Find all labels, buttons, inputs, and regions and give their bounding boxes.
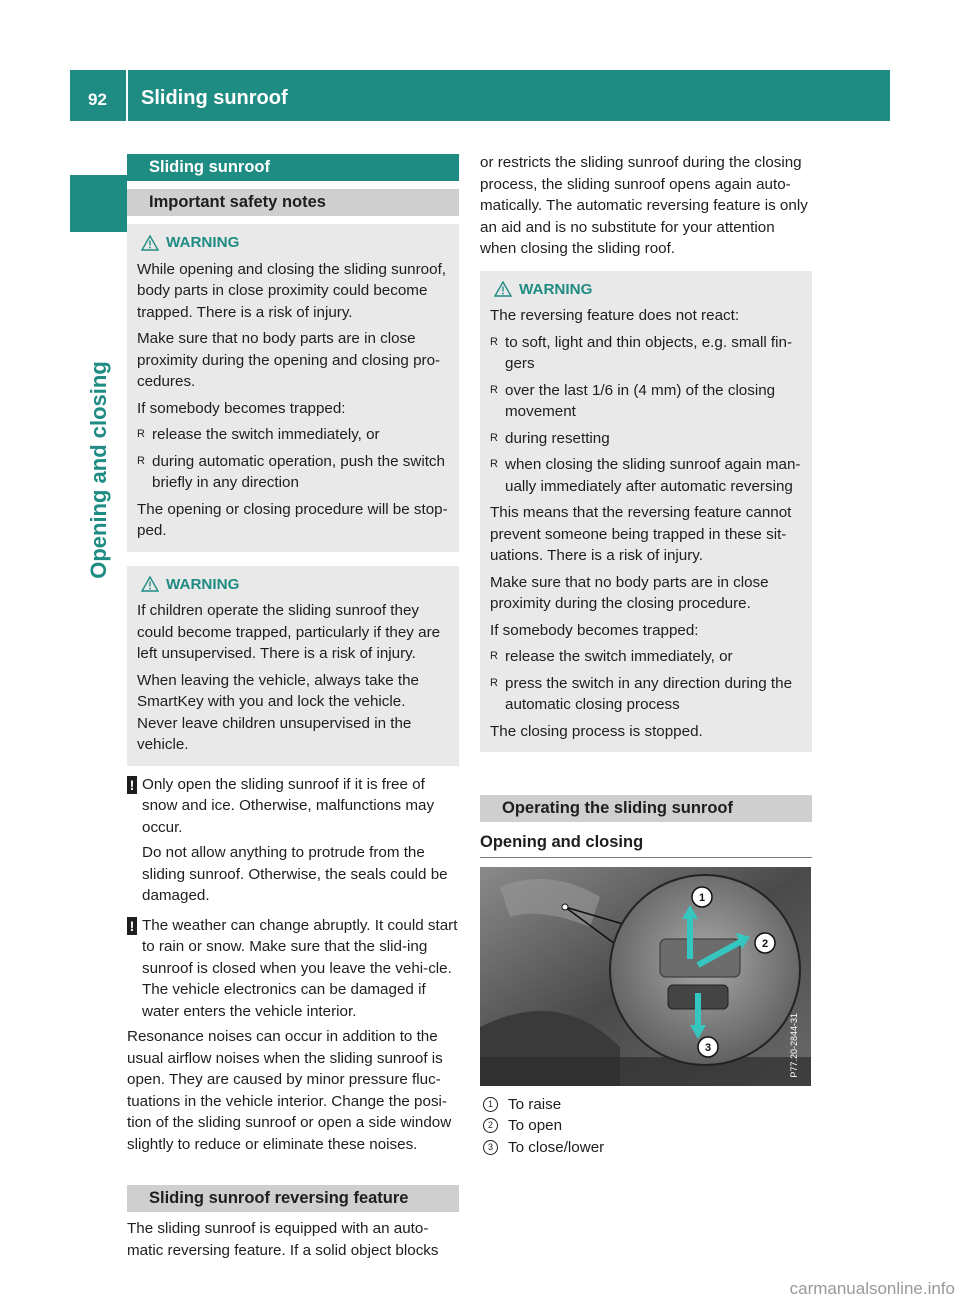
bullet-text: over the last 1/6 in (4 mm) of the closing movement xyxy=(505,381,776,420)
legend-text: To close/lower xyxy=(508,1138,605,1156)
callout-2-label: 2 xyxy=(761,937,769,950)
bullet-mark: R xyxy=(490,431,498,444)
warning-text: Make sure that no body parts are in close proximity during the opening and closing pro-cedures. xyxy=(137,330,441,390)
callout-3-label: 3 xyxy=(704,1041,712,1054)
section-title: Sliding sunroof xyxy=(127,154,459,181)
bullet-mark: R xyxy=(137,454,145,467)
resonance-text: Resonance noises can occur in addition to the usual airflow noises when the sliding sunroof is open. They are caused by minor pressure fluc-tuations in the vehicle interior. Change the posi-tion of the sliding sunroof or open a side window slightly to reduce or eliminate these noises. xyxy=(127,1028,452,1153)
warning-box-2 xyxy=(127,566,459,766)
sunroof-switch-figure xyxy=(480,867,811,1086)
legend-number: 1 xyxy=(483,1097,498,1112)
bullet-mark: R xyxy=(137,428,145,440)
chapter-tab xyxy=(70,175,127,232)
legend-number: 3 xyxy=(483,1140,498,1155)
warning-label: WARNING xyxy=(166,234,240,251)
right-column xyxy=(480,152,812,1158)
bullet-text: when closing the sliding sunroof again man-ually immediately after automatic reversing xyxy=(505,456,801,495)
bullet-mark: R xyxy=(490,676,498,689)
bullet-mark: R xyxy=(490,335,498,348)
legend-item xyxy=(480,1094,812,1116)
warning-text: The reversing feature does not react: xyxy=(490,307,740,324)
warning-text: While opening and closing the sliding sunroof, body parts in close proximity could become trapped. There is a risk of injury. xyxy=(137,260,447,321)
bullet-item xyxy=(137,451,449,494)
reversing-intro-text: The sliding sunroof is equipped with an auto-matic reversing feature. If a solid object blocks xyxy=(127,1220,439,1259)
legend-text: To raise xyxy=(508,1095,562,1113)
warning-label: WARNING xyxy=(166,575,240,593)
subsection-operating-title: Operating the sliding sunroof xyxy=(480,795,812,822)
warning-box-3 xyxy=(480,271,812,753)
bullet-text: release the switch immediately, or xyxy=(505,648,733,665)
legend-item xyxy=(480,1115,812,1137)
callout-1-label: 1 xyxy=(698,891,706,904)
bullet-mark: R xyxy=(490,383,498,396)
bullet-item xyxy=(137,424,449,446)
warning-text: This means that the reversing feature cannot prevent someone being trapped in these sit-uations. There is a risk of injury. xyxy=(490,504,792,564)
warning-triangle-icon xyxy=(494,281,512,297)
left-column xyxy=(127,154,459,1261)
bullet-text: release the switch immediately, or xyxy=(152,426,380,443)
bullet-item xyxy=(490,454,802,497)
warning-text: If somebody becomes trapped: xyxy=(137,399,346,417)
notice-text: Do not allow anything to protrude from the sliding sunroof. Otherwise, the seals could be damaged. xyxy=(142,844,448,904)
bullet-item xyxy=(490,646,802,668)
warning-triangle-icon xyxy=(141,235,159,251)
warning-text: If children operate the sliding sunroof they could become trapped, particularly if they are left unsupervised. There is a risk of injury. xyxy=(137,602,441,662)
bullet-text: to soft, light and thin objects, e.g. small fin-gers xyxy=(505,333,793,372)
page-title: Sliding sunroof xyxy=(141,87,288,109)
footer-watermark[interactable]: carmanualsonline.info xyxy=(789,1279,955,1298)
bullet-text: during resetting xyxy=(505,429,610,447)
legend-item xyxy=(480,1137,812,1159)
bullet-item xyxy=(490,332,802,375)
chapter-label: Opening and closing xyxy=(86,361,111,579)
warning-text: When leaving the vehicle, always take the SmartKey with you and lock the vehicle. Never leave children unsupervised in the vehicle. xyxy=(137,671,419,753)
bullet-item xyxy=(490,380,802,423)
warning-triangle-icon xyxy=(141,576,159,592)
bullet-mark: R xyxy=(490,650,498,662)
legend-number: 2 xyxy=(483,1118,498,1133)
warning-text: The opening or closing procedure will be stop-ped. xyxy=(137,500,448,539)
notice-text: The weather can change abruptly. It could start to rain or snow. Make sure that the slid-ing sunroof is closed when you leave the vehi-cle. The vehicle electronics can be damaged if water enters the vehicle interior. xyxy=(142,916,458,1020)
figure-code: P77.20-2844-31 xyxy=(788,1012,799,1078)
bullet-mark: R xyxy=(490,458,498,470)
notice-2 xyxy=(127,915,459,1027)
warning-label: WARNING xyxy=(519,280,593,298)
notice-text: Only open the sliding sunroof if it is free of snow and ice. Otherwise, malfunctions may occur. xyxy=(142,775,435,836)
bullet-item xyxy=(490,428,802,450)
continued-text: or restricts the sliding sunroof during the closing process, the sliding sunroof opens again auto-matically. The automatic reversing feature is only an aid and is no substitute for your attention when closing the sliding roof. xyxy=(480,154,808,257)
bullet-text: press the switch in any direction during the automatic closing process xyxy=(505,674,793,713)
notice-1 xyxy=(127,774,459,911)
header-divider xyxy=(126,70,128,121)
warning-text: Make sure that no body parts are in close proximity during the closing procedure. xyxy=(490,573,769,612)
subsection-safety-title: Important safety notes xyxy=(127,189,459,216)
page-header xyxy=(70,70,890,121)
subsection-reversing-title: Sliding sunroof reversing feature xyxy=(127,1185,459,1212)
warning-text: If somebody becomes trapped: xyxy=(490,621,699,639)
page-number: 92 xyxy=(88,90,107,109)
bullet-item xyxy=(490,673,802,716)
bullet-text: during automatic operation, push the switch briefly in any direction xyxy=(152,452,445,491)
opening-closing-title: Opening and closing xyxy=(480,832,812,858)
notice-icon: ! xyxy=(127,917,137,935)
legend-text: To open xyxy=(508,1117,563,1134)
warning-text: The closing process is stopped. xyxy=(490,722,703,740)
sunroof-switch-illustration xyxy=(480,867,811,1086)
notice-icon: ! xyxy=(127,776,137,794)
warning-box-1 xyxy=(127,224,459,552)
figure-legend xyxy=(480,1094,812,1159)
